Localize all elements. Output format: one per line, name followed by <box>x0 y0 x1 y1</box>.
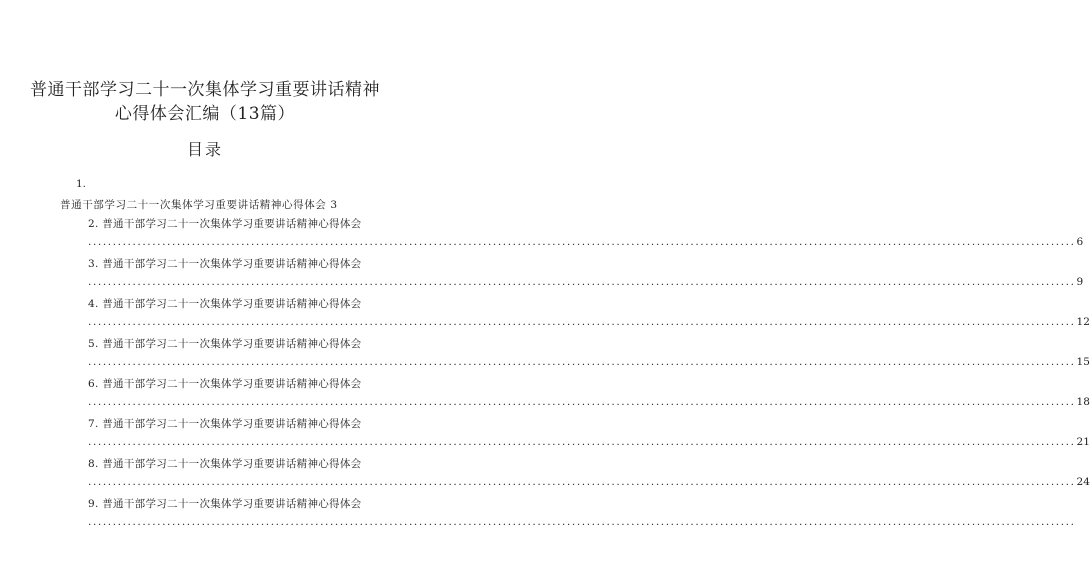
toc-heading: 目录 <box>186 140 223 159</box>
toc-page-number: 21 <box>1076 436 1090 448</box>
toc-dot-leader <box>88 516 1076 528</box>
toc-page-number: 24 <box>1076 476 1090 488</box>
toc-entry-1-link[interactable]: 普通干部学习二十一次集体学习重要讲话精神心得体会 3 <box>60 199 338 211</box>
leader-dots: ........................................................................................................................................................................................................ <box>88 516 1076 528</box>
toc-dot-leader <box>88 236 1084 248</box>
toc-entry-link[interactable]: 7. 普通干部学习二十一次集体学习重要讲话精神心得体会 <box>88 418 362 430</box>
leader-dots: ........................................................................................................................................................................................................ <box>88 476 1076 488</box>
toc-dot-leader <box>88 436 1090 448</box>
toc-entry-link[interactable]: 8. 普通干部学习二十一次集体学习重要讲话精神心得体会 <box>88 458 362 470</box>
toc-page-number: 18 <box>1076 396 1090 408</box>
toc-page-number: 12 <box>1076 316 1090 328</box>
toc-dot-leader <box>88 396 1090 408</box>
toc-dot-leader <box>88 356 1090 368</box>
toc-page-number: 9 <box>1076 276 1084 288</box>
title-line-2: 心得体会汇编（13篇） <box>114 104 296 124</box>
toc-entry-link[interactable]: 4. 普通干部学习二十一次集体学习重要讲话精神心得体会 <box>88 298 362 310</box>
toc-page-number: 6 <box>1076 236 1084 248</box>
leader-dots: ........................................................................................................................................................................................................ <box>88 316 1076 328</box>
toc-page-number: 15 <box>1076 356 1090 368</box>
leader-dots: ........................................................................................................................................................................................................ <box>88 356 1076 368</box>
toc-dot-leader <box>88 316 1090 328</box>
title-line-1: 普通干部学习二十一次集体学习重要讲话精神 <box>30 80 380 100</box>
leader-dots: ........................................................................................................................................................................................................ <box>88 276 1076 288</box>
toc-entry-link[interactable]: 9. 普通干部学习二十一次集体学习重要讲话精神心得体会 <box>88 498 362 510</box>
toc-entry-link[interactable]: 5. 普通干部学习二十一次集体学习重要讲话精神心得体会 <box>88 338 362 350</box>
toc-dot-leader <box>88 276 1084 288</box>
toc-dot-leader <box>88 476 1090 488</box>
toc-entry-link[interactable]: 6. 普通干部学习二十一次集体学习重要讲话精神心得体会 <box>88 378 362 390</box>
toc-entry-link[interactable]: 3. 普通干部学习二十一次集体学习重要讲话精神心得体会 <box>88 258 362 270</box>
toc-entry-1-number: 1. <box>76 178 87 190</box>
leader-dots: ........................................................................................................................................................................................................ <box>88 436 1076 448</box>
document-title <box>30 78 380 126</box>
leader-dots: ........................................................................................................................................................................................................ <box>88 396 1076 408</box>
leader-dots: ........................................................................................................................................................................................................ <box>88 236 1076 248</box>
toc-entry-link[interactable]: 2. 普通干部学习二十一次集体学习重要讲话精神心得体会 <box>88 218 362 230</box>
